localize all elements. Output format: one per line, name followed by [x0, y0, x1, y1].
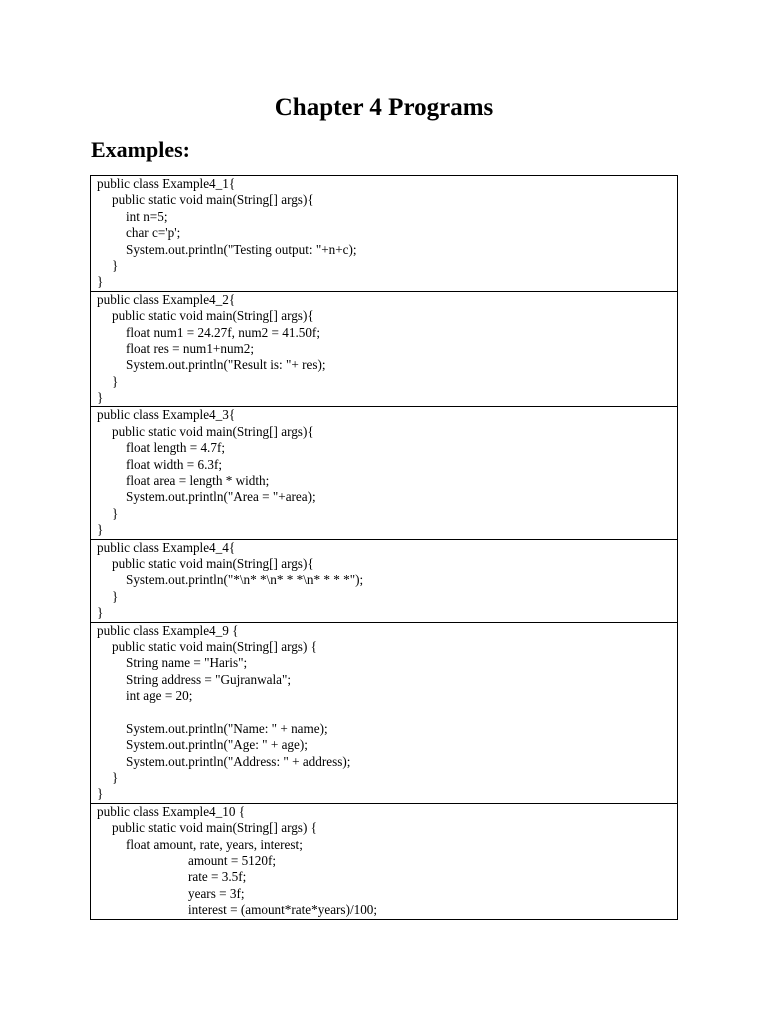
code-line: } [112, 373, 119, 389]
code-line: } [97, 522, 104, 538]
code-line: public static void main(String[] args) { [112, 820, 317, 836]
code-line: String address = "Gujranwala"; [126, 671, 292, 687]
code-line: rate = 3.5f; [188, 869, 247, 885]
code-line: String name = "Haris"; [126, 655, 248, 671]
code-line: System.out.println("Testing output: "+n+c); [126, 241, 357, 257]
code-line: float amount, rate, years, interest; [126, 836, 303, 852]
code-line: years = 3f; [188, 885, 245, 901]
code-line: System.out.println("Name: " + name); [126, 720, 328, 736]
code-line: public class Example4_3{ [97, 407, 236, 423]
code-line: } [112, 505, 119, 521]
example-cell [91, 176, 677, 291]
code-line: float length = 4.7f; [126, 440, 225, 456]
example-cell [91, 539, 677, 622]
example-cell [91, 622, 677, 803]
code-line: } [97, 605, 104, 621]
code-line: } [97, 274, 104, 290]
code-line: public class Example4_10 { [97, 803, 246, 819]
code-line: amount = 5120f; [188, 853, 277, 869]
code-line: int age = 20; [126, 688, 193, 704]
code-line: char c='p'; [126, 225, 181, 241]
examples-table [90, 175, 678, 920]
code-line: float width = 6.3f; [126, 456, 223, 472]
code-line: public class Example4_9 { [97, 622, 239, 638]
code-line: int n=5; [126, 208, 168, 224]
code-line [97, 705, 673, 721]
code-line: } [97, 786, 104, 802]
code-line: public static void main(String[] args) { [112, 638, 317, 654]
example-cell [91, 291, 677, 407]
section-heading: Examples: [91, 137, 190, 162]
code-line: public static void main(String[] args){ [112, 192, 314, 208]
code-line: public class Example4_1{ [97, 176, 236, 191]
code-line: } [112, 257, 119, 273]
example-cell [91, 803, 677, 919]
code-line: public class Example4_4{ [97, 539, 236, 555]
code-line: public static void main(String[] args){ [112, 308, 314, 324]
code-line: } [97, 390, 104, 406]
code-line: public static void main(String[] args){ [112, 555, 314, 571]
code-line: interest = (amount*rate*years)/100; [188, 902, 378, 918]
code-line: } [112, 588, 119, 604]
code-line: System.out.println("*\n* *\n* * *\n* * * *"); [126, 572, 364, 588]
code-line: public static void main(String[] args){ [112, 423, 314, 439]
page-title: Chapter 4 Programs [274, 94, 494, 121]
code-line: System.out.println("Area = "+area); [126, 489, 316, 505]
code-line: float num1 = 24.27f, num2 = 41.50f; [126, 324, 320, 340]
example-cell [91, 406, 677, 538]
code-line: System.out.println("Result is: "+ res); [126, 357, 326, 373]
code-line: } [112, 770, 119, 786]
code-line: System.out.println("Age: " + age); [126, 737, 308, 753]
code-line: public class Example4_2{ [97, 291, 236, 307]
code-line: float area = length * width; [126, 473, 270, 489]
code-line: System.out.println("Address: " + address); [126, 753, 351, 769]
code-line: float res = num1+num2; [126, 340, 255, 356]
